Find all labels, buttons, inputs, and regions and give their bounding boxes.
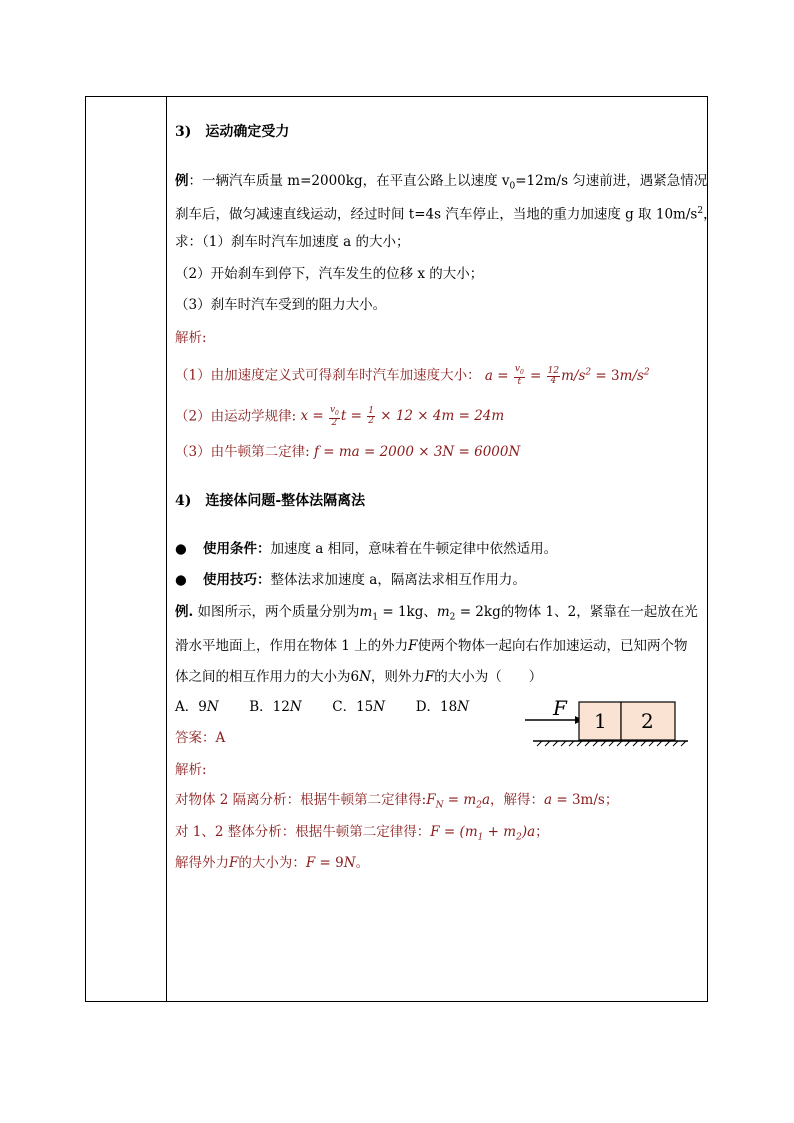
left-column	[86, 97, 167, 1001]
example-line2: 刹车后，做匀减速直线运动，经过时间 t=4s 汽车停止，当地的重力加速度 g 取 $10m/s^2$，	[175, 206, 717, 223]
example2-line1: 例. 如图所示，两个质量分别为$m_1 = 1kg$、$m_2 = 2kg$的物体 1、2，紧靠在一起放在光	[175, 604, 698, 623]
options-row	[175, 698, 469, 716]
example-label: 例	[175, 173, 189, 189]
example-line4: （2）开始刹车到停下，汽车发生的位移 x 的大小；	[175, 266, 484, 282]
example2-line3: 体之间的相互作用力的大小为6N，则外力F的大小为（ ）	[175, 669, 543, 685]
section3-title: 3) 运动确定受力	[175, 124, 290, 140]
option-c: C．15N	[332, 699, 386, 715]
step1-formula: a = $\frac{v_0}{t}$ = $\frac{12}{4}$ $m/s^2 = 3m/s^2$	[484, 364, 650, 387]
step2: （2）由运动学规律: x = $\frac{v_0}{2}$ t = $\frac{1}{2}$ × 12 × 4m = 24m	[175, 405, 505, 428]
solution-line2: 对 1、2 整体分析：根据牛顿第二定律得：$F = (m_1 + m_2)a$；	[175, 824, 549, 843]
block-1-label: 1	[594, 709, 607, 733]
step2-formula: x = $\frac{v_0}{2}$ t = $\frac{1}{2}$ × 12 × 4m = 24m	[300, 405, 505, 428]
block-2-label: 2	[641, 709, 654, 733]
example2-line2: 滑水平地面上，作用在物体 1 上的外力F使两个物体一起向右作加速运动，已知两个物	[175, 638, 688, 654]
analysis-label-1: 解析:	[175, 330, 207, 346]
option-a: A．9N	[175, 699, 219, 715]
bullet-icon: ●	[175, 541, 187, 557]
bullet-condition: ● 使用条件：加速度 a 相同，意味着在牛顿定律中依然适用。	[175, 541, 558, 557]
example-line3: 求：（1）刹车时汽车加速度 a 的大小；	[175, 234, 410, 250]
table-frame	[85, 96, 717, 1002]
section4-title: 4) 连接体问题-整体法隔离法	[175, 493, 366, 509]
option-d: D．18N	[415, 699, 470, 715]
example-line1: 例：一辆汽车质量 m=2000kg，在平直公路上以速度 $v_0=12m/s$ 匀速前进，遇紧急情况	[175, 173, 708, 192]
example-line5: （3）刹车时汽车受到的阻力大小。	[175, 297, 387, 313]
blocks-figure	[523, 695, 688, 751]
option-b: B．12N	[249, 699, 302, 715]
analysis-label-2: 解析:	[175, 762, 207, 778]
solution-line1: 对物体 2 隔离分析：根据牛顿第二定律得$:F_N = m_2a$，解得：a = 3m/s；	[175, 792, 619, 811]
solution-line3: 解得外力F的大小为：F = 9N。	[175, 855, 370, 871]
force-label: F	[553, 696, 567, 720]
step3: （3）由牛顿第二定律: f = ma = 2000 × 3N = 6000N	[175, 444, 521, 460]
answer: 答案：A	[175, 730, 226, 746]
bullet-technique: ● 使用技巧：整体法求加速度 a，隔离法求相互作用力。	[175, 572, 526, 588]
bullet-icon: ●	[175, 572, 187, 588]
step1: （1）由加速度定义式可得刹车时汽车加速度大小： a = $\frac{v_0}{t}$ = $\frac{12}{4}$ $m/s^2 = 3m/s^2$	[175, 364, 650, 387]
